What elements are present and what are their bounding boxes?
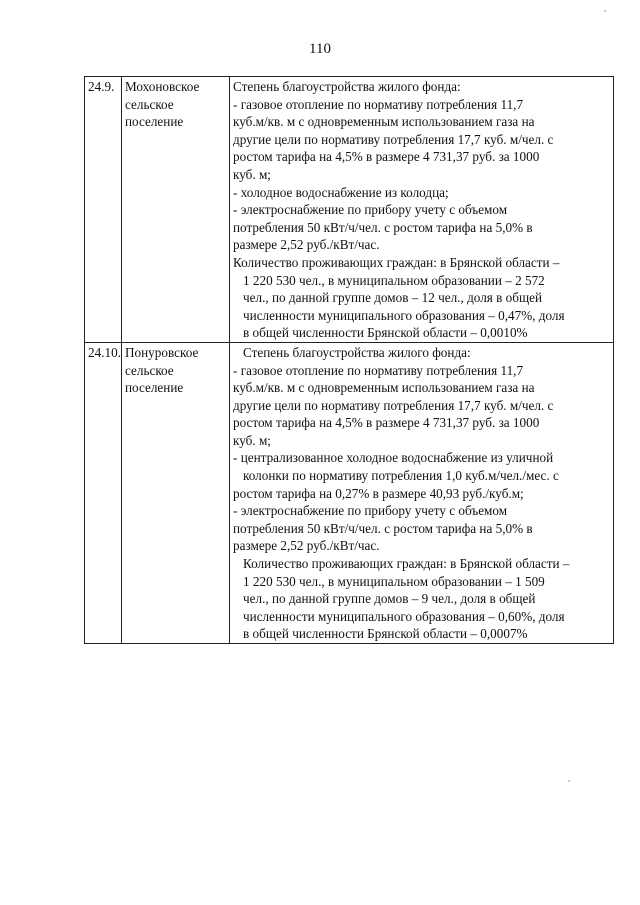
description-line: - холодное водоснабжение из колодца; (233, 184, 449, 200)
description-line: чел., по данной группе домов – 12 чел., доля в общей (243, 290, 543, 306)
housing-table (84, 76, 614, 644)
table-row (85, 342, 614, 643)
scan-speck (604, 10, 606, 12)
description-line: куб. м; (233, 432, 271, 448)
description-line: Количество проживающих граждан: в Брянской области – (233, 254, 560, 270)
settlement-name (122, 77, 230, 343)
description-line: куб.м/кв. м с одновременным использованием газа на (233, 380, 535, 396)
description-line: колонки по нормативу потребления 1,0 куб.м/чел./мес. с (243, 468, 559, 484)
scan-speck (568, 780, 570, 782)
description-line: - электроснабжение по прибору учету с объемом (233, 202, 508, 218)
description-line: другие цели по нормативу потребления 17,7 куб. м/чел. с (233, 131, 554, 147)
settlement-name (122, 342, 230, 643)
row-number: 24.9. (85, 77, 122, 343)
description-line: Степень благоустройства жилого фонда: (243, 344, 471, 360)
settlement-name-line: Мохоновское (125, 79, 200, 94)
description-line: - централизованное холодное водоснабжение из уличной (233, 450, 554, 466)
description-line: размере 2,52 руб./кВт/час. (233, 237, 380, 253)
description-line: потребления 50 кВт/ч/чел. с ростом тарифа на 5,0% в (233, 219, 533, 235)
description-line: ростом тарифа на 4,5% в размере 4 731,37 руб. за 1000 (233, 415, 540, 431)
description-line: куб.м/кв. м с одновременным использованием газа на (233, 114, 535, 130)
description-line: другие цели по нормативу потребления 17,7 куб. м/чел. с (233, 397, 554, 413)
description-line: ростом тарифа на 0,27% в размере 40,93 руб./куб.м; (233, 485, 524, 501)
description-line: в общей численности Брянской области – 0,0010% (243, 325, 528, 341)
description-line: 1 220 530 чел., в муниципальном образовании – 1 509 (243, 573, 545, 589)
settlement-name-line: сельское (125, 96, 174, 112)
description-line: чел., по данной группе домов – 9 чел., доля в общей (243, 591, 536, 607)
description-line: Количество проживающих граждан: в Брянской области – (243, 556, 570, 572)
table-row (85, 77, 614, 343)
description-line: численности муниципального образования – 0,47%, доля (243, 307, 565, 323)
description-line: потребления 50 кВт/ч/чел. с ростом тарифа на 5,0% в (233, 520, 533, 536)
settlement-name-line: поселение (125, 114, 184, 130)
description-line: Степень благоустройства жилого фонда: (233, 79, 461, 94)
description-line: численности муниципального образования – 0,60%, доля (243, 608, 565, 624)
description-line: куб. м; (233, 166, 271, 182)
description-line: - газовое отопление по нормативу потребления 11,7 (233, 362, 524, 378)
housing-description (230, 342, 614, 643)
description-line: размере 2,52 руб./кВт/час. (233, 538, 380, 554)
row-number: 24.10. (85, 342, 122, 643)
housing-description (230, 77, 614, 343)
settlement-name-line: сельское (125, 362, 174, 378)
settlement-name-line: поселение (125, 380, 184, 396)
description-line: - электроснабжение по прибору учету с объемом (233, 503, 508, 519)
description-line: 1 220 530 чел., в муниципальном образовании – 2 572 (243, 272, 545, 288)
settlement-name-line: Понуровское (125, 344, 199, 360)
page-number: 110 (309, 41, 331, 57)
description-line: в общей численности Брянской области – 0,0007% (243, 626, 528, 642)
description-line: ростом тарифа на 4,5% в размере 4 731,37 руб. за 1000 (233, 149, 540, 165)
description-line: - газовое отопление по нормативу потребления 11,7 (233, 96, 524, 112)
